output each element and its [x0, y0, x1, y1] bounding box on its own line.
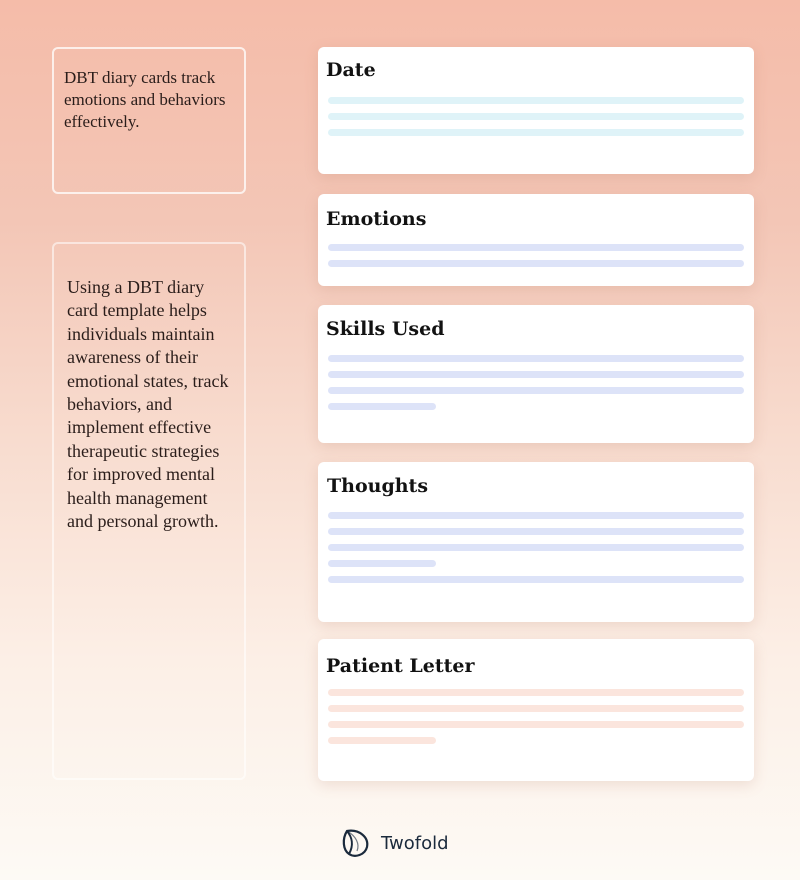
placeholder-line: [328, 576, 744, 583]
placeholder-line: [328, 387, 744, 394]
placeholder-line: [328, 129, 744, 136]
detail-note: [52, 242, 246, 780]
card-title: Date: [326, 59, 376, 81]
placeholder-line: [328, 512, 744, 519]
summary-note: [52, 47, 246, 194]
twofold-logo: [339, 827, 449, 859]
card-title: Skills Used: [326, 318, 445, 340]
card-skills-used: [318, 305, 754, 443]
placeholder-line: [328, 544, 744, 551]
card-title: Emotions: [326, 208, 427, 230]
placeholder-line: [328, 737, 436, 744]
card-title: Thoughts: [327, 475, 429, 497]
placeholder-line: [328, 371, 744, 378]
placeholder-line: [328, 97, 744, 104]
placeholder-line: [328, 260, 744, 267]
placeholder-line: [328, 528, 744, 535]
placeholder-line: [328, 721, 744, 728]
placeholder-line: [328, 689, 744, 696]
placeholder-line: [328, 560, 436, 567]
twofold-logo-icon: [339, 827, 371, 859]
card-date: [318, 47, 754, 174]
card-title: Patient Letter: [326, 655, 475, 677]
card-patient-letter: [318, 639, 754, 781]
detail-note-text: Using a DBT diary card template helps individuals maintain awareness of their emotional states, track behaviors, and implement effective therapeutic strategies for improved mental health management and personal growth.: [67, 277, 229, 532]
card-emotions: [318, 194, 754, 286]
placeholder-line: [328, 113, 744, 120]
summary-note-text: DBT diary cards track emotions and behaviors effectively.: [64, 68, 226, 131]
brand-name: Twofold: [381, 832, 449, 854]
placeholder-line: [328, 355, 744, 362]
placeholder-line: [328, 244, 744, 251]
placeholder-line: [328, 705, 744, 712]
placeholder-line: [328, 403, 436, 410]
card-thoughts: [318, 462, 754, 622]
